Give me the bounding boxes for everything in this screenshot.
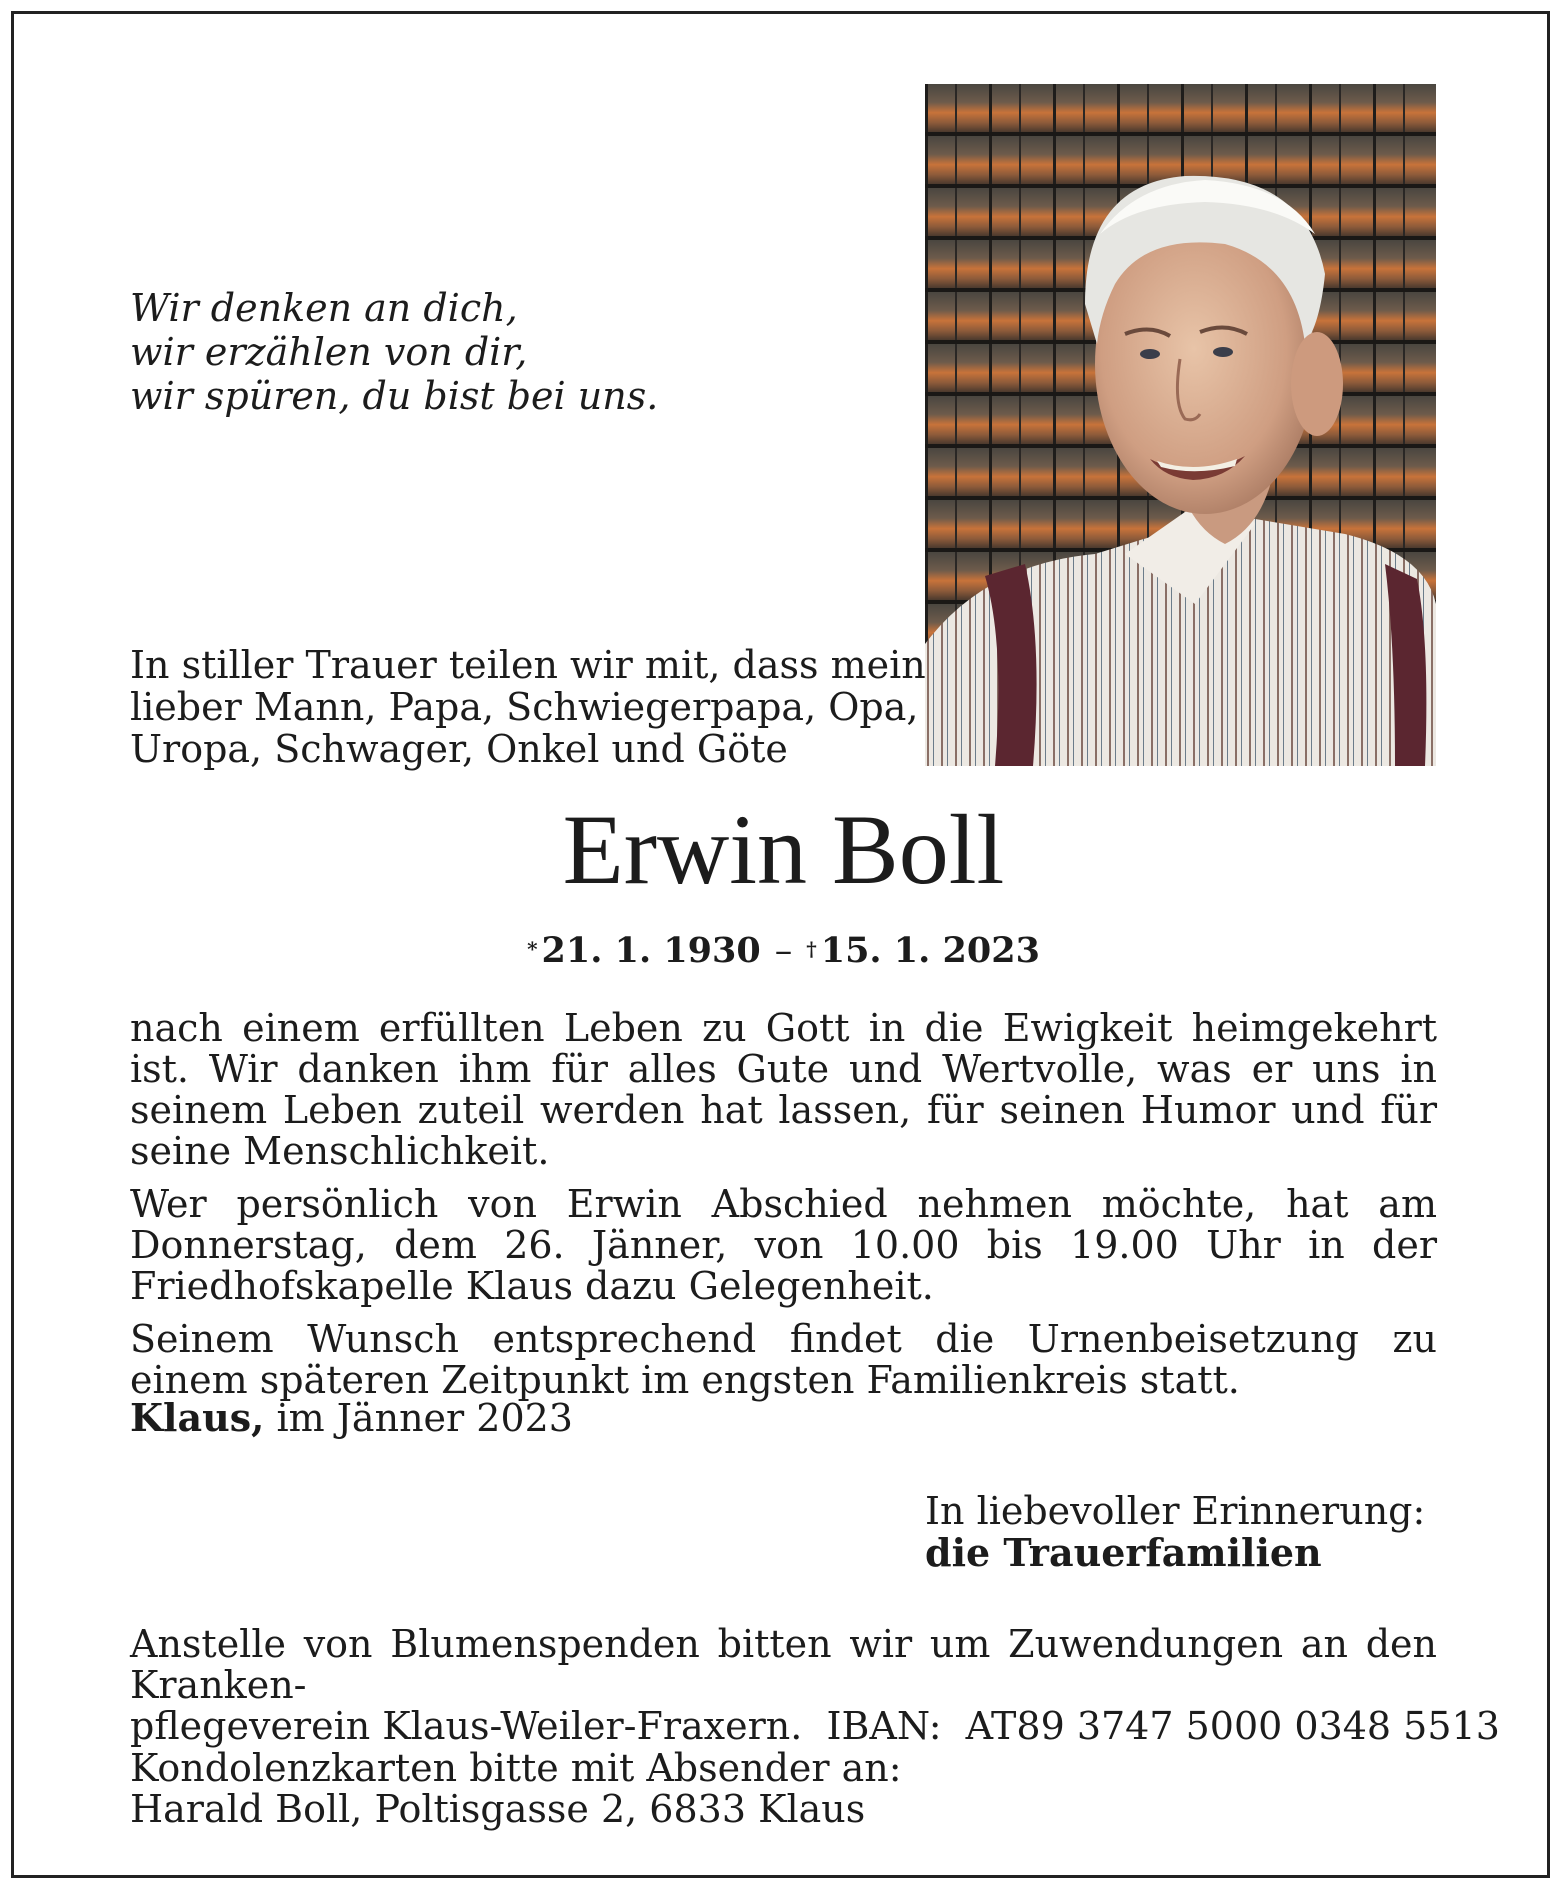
condolence-line: Kondolenzkarten bitte mit Absender an: — [130, 1746, 902, 1790]
quote-line: Wir denken an dich, — [130, 286, 518, 330]
deceased-name: Erwin Boll — [562, 794, 1005, 905]
donation-line-iban: pflegeverein Klaus-Weiler-Fraxern. IBAN: AT89 3747 5000 0348 5513 — [130, 1704, 1500, 1748]
intro-line: Uropa, Schwager, Onkel und Göte — [130, 727, 788, 771]
condolence-line: Harald Boll, Poltisgasse 2, 6833 Klaus — [130, 1787, 866, 1831]
intro-text — [130, 644, 926, 770]
life-dates — [0, 927, 1567, 975]
donation-line: Anstelle von Blumenspenden bitten wir um Zuwendungen an den Kranken- — [130, 1622, 1437, 1707]
signature-family: die Trauerfamilien — [925, 1530, 1322, 1575]
place-month: im Jänner 2023 — [276, 1396, 573, 1440]
signature-line: In liebevoller Erinnerung: — [925, 1489, 1426, 1533]
announcement-body — [130, 1008, 1437, 1413]
condolence-address — [130, 1748, 902, 1830]
donation-note — [130, 1622, 1500, 1748]
place-town: Klaus, — [130, 1395, 265, 1440]
death-date: 15. 1. 2023 — [820, 930, 1040, 971]
quote-line: wir erzählen von dir, — [130, 330, 528, 374]
death-symbol: † — [806, 937, 817, 961]
quote-line: wir spüren, du bist bei uns. — [130, 374, 659, 418]
body-paragraph: Wer persönlich von Erwin Abschied nehmen möchte, hat am Donnerstag, dem 26. Jänner, von 10.00 bis 19.00 Uhr in der Friedhofskapelle Klaus dazu Gelegenheit. — [130, 1182, 1437, 1308]
intro-line: In stiller Trauer teilen wir mit, dass mein — [130, 643, 926, 687]
birth-date: 21. 1. 1930 — [541, 930, 761, 971]
body-paragraph: Seinem Wunsch entsprechend findet die Urnenbeisetzung zu einem späteren Zeitpunkt im engsten Familienkreis statt. — [130, 1317, 1437, 1402]
birth-symbol: * — [527, 937, 538, 961]
date-separator: – — [774, 931, 793, 971]
portrait-photo — [925, 84, 1436, 766]
body-paragraph: nach einem erfüllten Leben zu Gott in die Ewigkeit heimgekehrt ist. Wir danken ihm für alles Gute und Wertvolle, was er uns in seinem Leben zuteil werden hat lassen, für seinen Humor und für seine Menschlichkeit. — [130, 1006, 1437, 1173]
intro-line: lieber Mann, Papa, Schwiegerpapa, Opa, — [130, 685, 919, 729]
memorial-quote — [130, 286, 658, 418]
place-date — [130, 1395, 573, 1440]
signature-block — [925, 1490, 1425, 1574]
